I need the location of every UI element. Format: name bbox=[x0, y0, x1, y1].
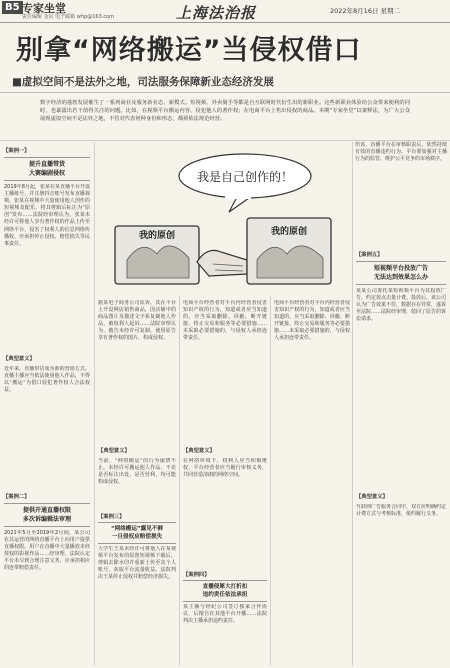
hand-icon bbox=[197, 250, 247, 276]
illustration bbox=[97, 142, 337, 290]
divider bbox=[0, 140, 450, 141]
case-tag: 【案例一】 bbox=[3, 148, 30, 154]
editor-info: 责任编辑 金民 电子邮箱 whp@163.com bbox=[22, 14, 115, 20]
screen-right-label: 我的原创 bbox=[270, 227, 308, 237]
screen-left-label: 我的原创 bbox=[138, 231, 176, 241]
subheadline: ■虚拟空间不是法外之地，司法服务保障新业态经济发展 bbox=[12, 76, 274, 88]
right-mid-body: 电商平台经营者对平台内经营者侵害知识产权的行为，知道或者应当知道的，应当采取删除、屏蔽、断开链接、终止交易和服务等必要措施……未采取必要措施的，与侵权人承担连带责任。 bbox=[183, 300, 267, 342]
comment-body: 在网络环境下，权利人应当积极维权，平台经营者应当履行审核义务，共同营造清朗的网络空间。 bbox=[183, 458, 267, 479]
comment-body: 近年来，直播带货成为新的营销方式。直播主播应当依法使用他人作品，不得以“搬运”为借口侵犯著作权人合法权益。 bbox=[4, 366, 90, 394]
case-body: 某某公司委托某短视频平台为其投放广告，约定按点击量计费。投放后，该公司认为广告效果不佳，数据存在异常，遂诉至法院……法院经审理，驳回了原告的诉讼请求。 bbox=[356, 288, 446, 323]
case-tag: 【案例五】 bbox=[356, 252, 383, 258]
divider bbox=[0, 92, 450, 93]
comment-tag: 【典型意义】 bbox=[98, 448, 130, 454]
far-right-lead: 但该，直播平台在审核职责后，依然持续有效的直播违约行为。平台要加强对主播行为的监管，维护公平竞争的市场秩序。 bbox=[355, 142, 447, 163]
lede-paragraph: 数字经济的蓬勃发展催生了一系列商业及服务新业态、新模式。短视频、外卖骑手等都是自互联网时代衍生出的新职业。这些新职业体验给公众带来便利的同时，也暴露出若干值得关注的问题。比如，在视频平台搬运内容、侵犯他人的著作权；在电商平台上售出侵权的商品。本期“专家坐堂”以案释法，为广大公众展现虚拟空间不是法外之地，不管对代表何种身份和形态，都须依法规范经营。 bbox=[40, 100, 410, 123]
comment-tag: 【典型意义】 bbox=[183, 448, 215, 454]
issue-date: 2022年8月16日 星期二 bbox=[330, 7, 401, 15]
case-body: 2019年8月起，张某在某直播平台开设主播账号，并注册抖音账号发布直播视频。张某在视频中大量使用他人创作的短视频及配乐，将其剪辑后标注为“原创”发布……法院经审理认为，张某未经许可将他人享有著作权的作品上传至网络平台，侵害了权利人的信息网络传播权，应承担停止侵权、赔偿损失等民事责任。 bbox=[4, 184, 90, 247]
case-title: 提升直播带货 大赛编剧侵权 bbox=[4, 157, 90, 181]
case-title: “网络搬运”露见不鲜 一旦侵权应赔偿损失 bbox=[98, 522, 176, 544]
headline: 别拿“网络搬运”当侵权借口 bbox=[16, 35, 362, 66]
case-tag: 【案例二】 bbox=[3, 494, 30, 500]
case-tag: 【案例四】 bbox=[183, 572, 210, 578]
case-body: 2021年5月至2019年2月间，某公司在其运营的网络直播平台上向用户提供直播权限。用户在直播中大量播放未经授权的影视作品……经审理，法院认定平台未尽到合理注意义务，应承担相应的连带赔偿责任。 bbox=[4, 530, 90, 572]
screen-right bbox=[247, 218, 331, 284]
column-divider bbox=[179, 296, 180, 666]
case-title: 直播侵犀大打折扣 违约责任依法承担 bbox=[183, 580, 267, 602]
comment-body: 当前，“网络搬运”的行为屡禁不止。未经许可搬运他人作品，不论是否标注出处、是否营利，均可能构成侵权。 bbox=[98, 458, 176, 486]
case-tag: 【案例三】 bbox=[98, 514, 125, 520]
case-title: 短视频平台投放广告 无法达到效果怎么办 bbox=[356, 261, 446, 285]
case-title: 提供开通直播权限 多次诉编辑法审理 bbox=[4, 503, 90, 527]
comment-tag: 【典型意义】 bbox=[356, 494, 388, 500]
masthead: 上海法治报 bbox=[176, 4, 257, 22]
mid-body: 据某电子商务公司原诉，其在平台上开设网店销售商品，因店铺中的商品图片及描述文字系复制他人作品，被权利人起诉……法院审理认为，被告未经许可复制、使用原告享有著作权的图片，构成侵权。 bbox=[98, 300, 176, 342]
column-divider bbox=[352, 142, 353, 666]
screen-left bbox=[115, 226, 199, 284]
comment-body: 互联网广告服务合同中，双方应明确约定计费方式与考核标准，依约履行义务。 bbox=[356, 504, 446, 518]
continued-body: 电商平台经营者对平台内经营者侵害知识产权的行为，知道或者应当知道的，应当采取删除、屏蔽、断开链接、终止交易和服务等必要措施……未采取必要措施的，与侵权人承担连带责任。 bbox=[274, 300, 350, 342]
page-number: B5 bbox=[2, 1, 23, 14]
column-name: 专家坐堂 bbox=[22, 2, 66, 15]
comment-tag: 【典型意义】 bbox=[3, 356, 35, 362]
case-body: 某主播与经纪公司签订独家合作协议，后擅自在其他平台开播……法院判决主播承担违约责任。 bbox=[183, 604, 267, 625]
column-divider bbox=[270, 296, 271, 666]
column-divider bbox=[94, 142, 95, 666]
case-body: 大学生王某未经许可将他人在某视频平台发布的原创短视频下载后，剪辑去除水印并重新上传至其个人账号，获取平台流量收益。法院判决王某停止侵权并赔偿经济损失。 bbox=[98, 546, 176, 581]
speech-text: 我是自己创作的！ bbox=[196, 170, 294, 184]
